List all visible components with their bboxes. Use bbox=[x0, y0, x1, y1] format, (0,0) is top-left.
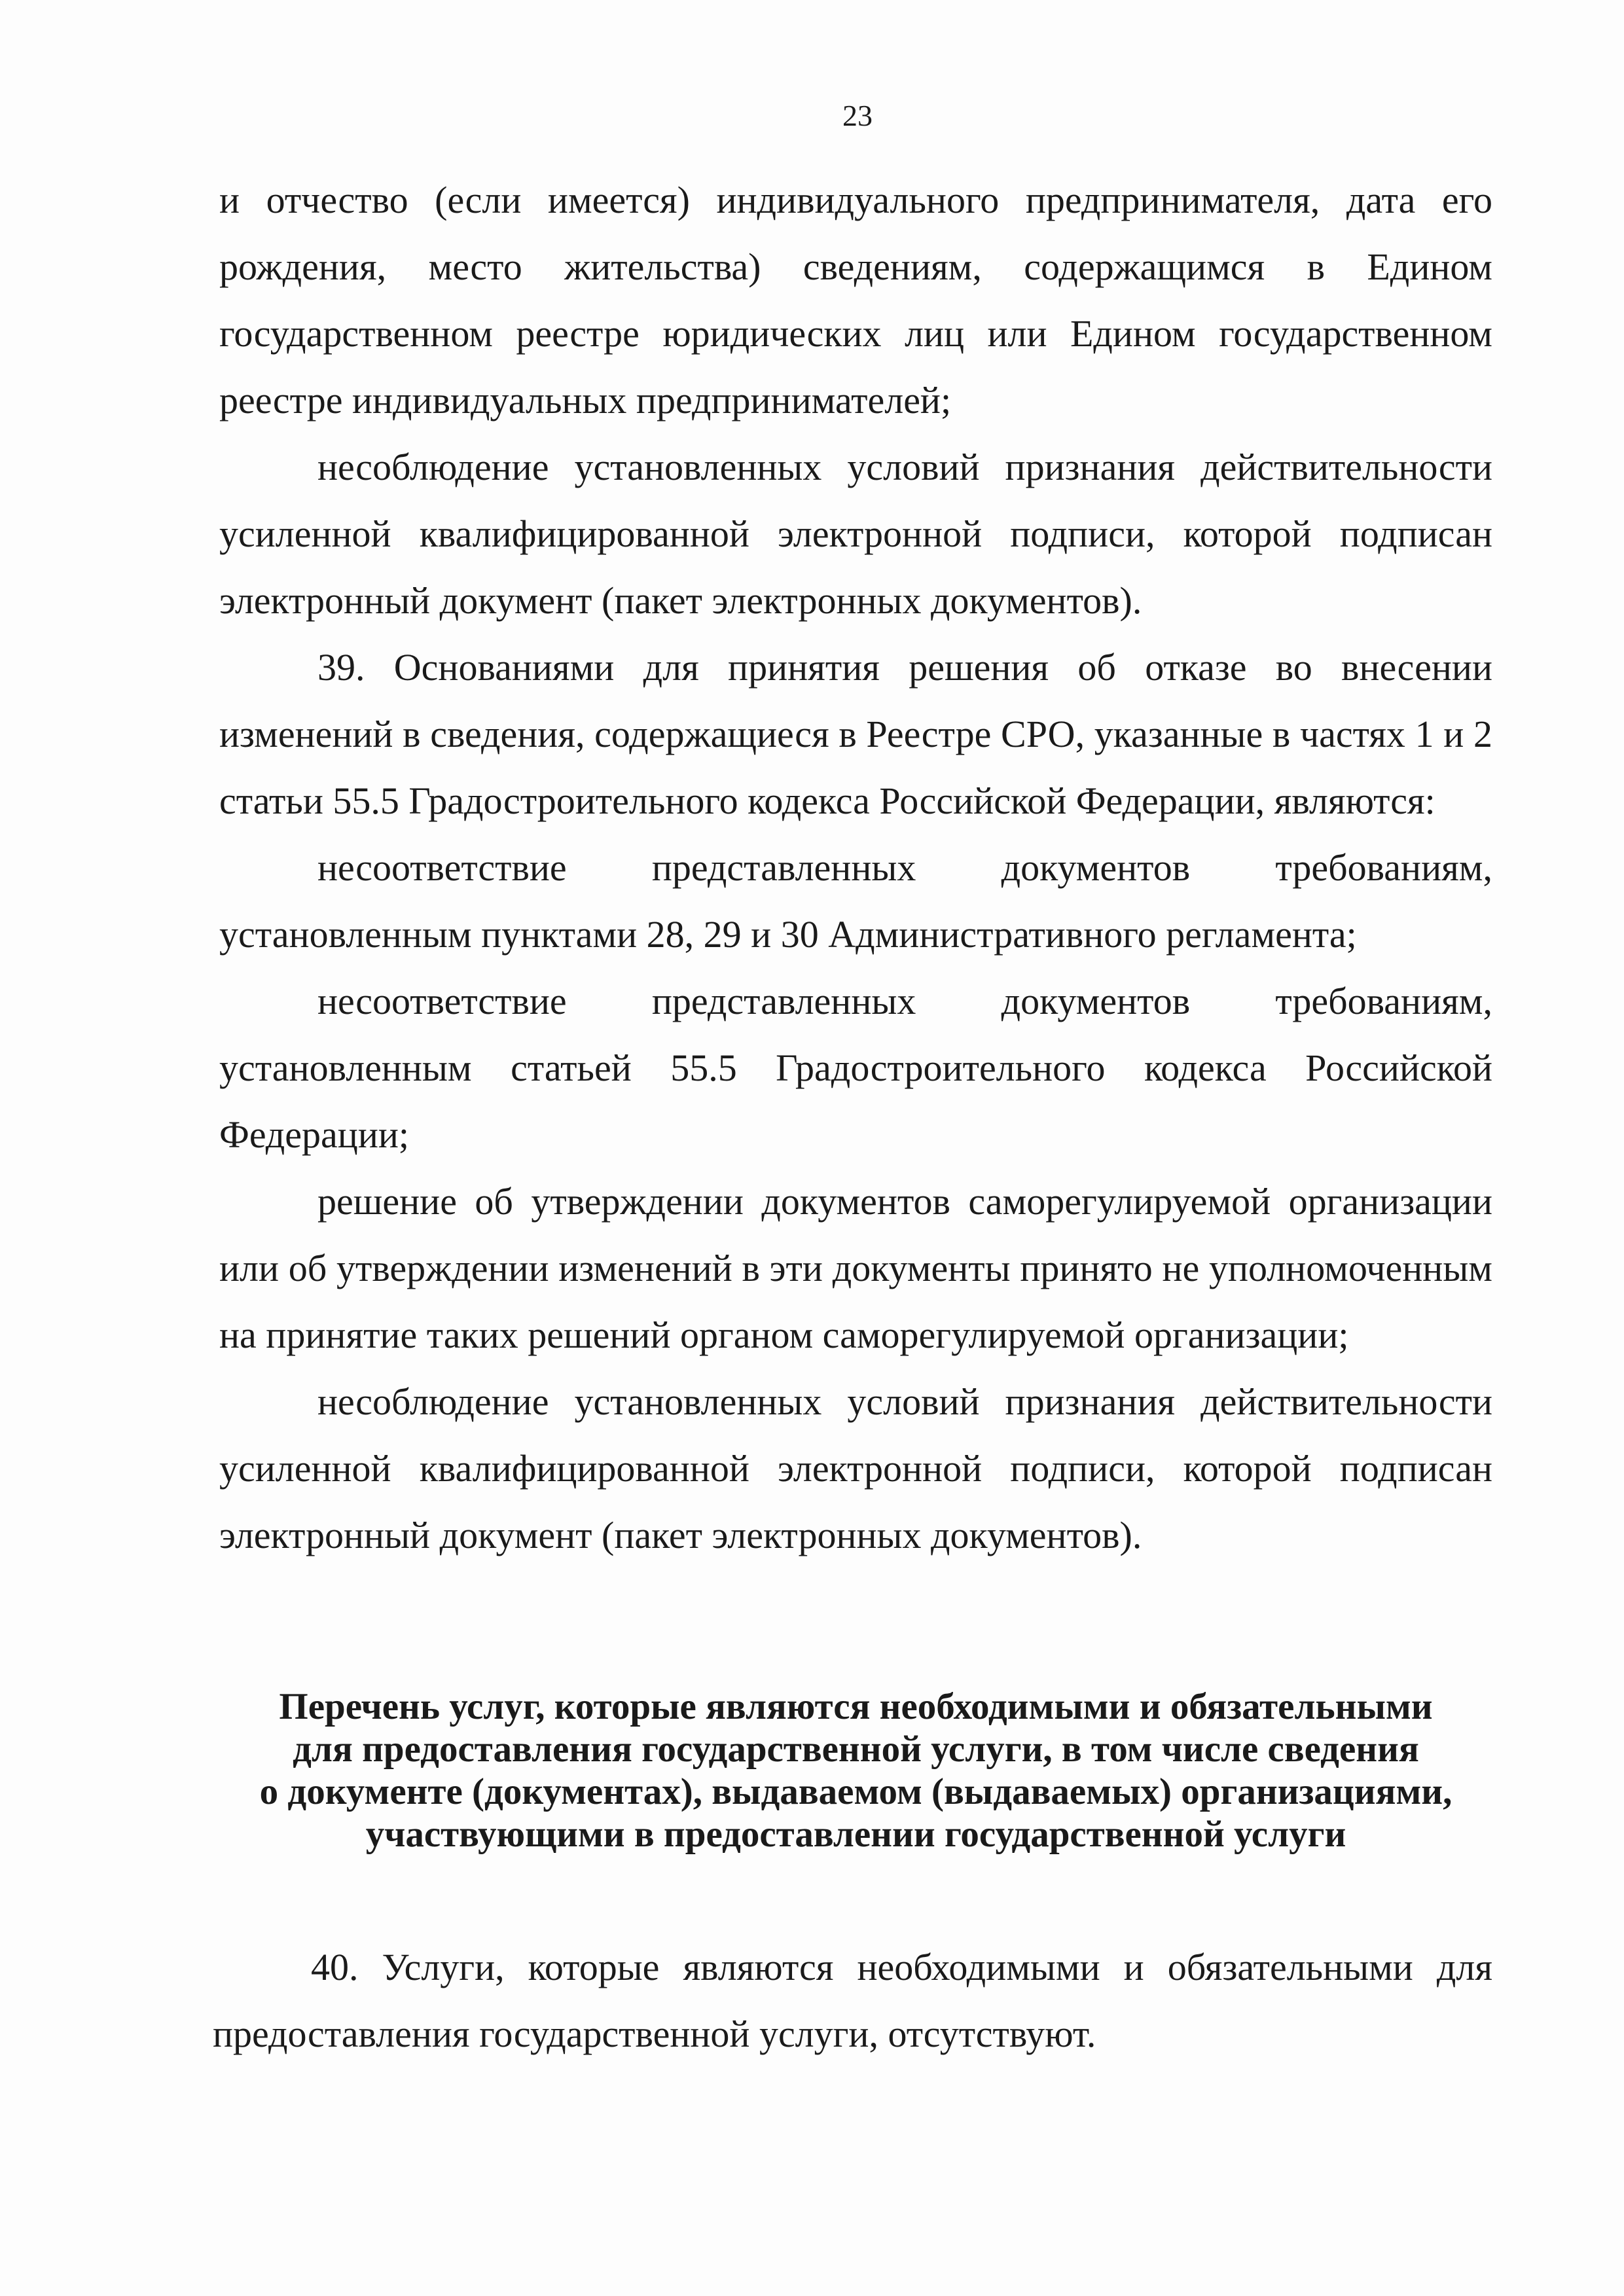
heading-line: для предоставления государственной услуги, в том числе сведения bbox=[293, 1729, 1419, 1770]
paragraph: несоответствие представленных документов требованиям, установленным пунктами 28, 29 и 30 Административного регламента; bbox=[219, 846, 1492, 956]
heading-line: участвующими в предоставлении государственной услуги bbox=[365, 1814, 1346, 1855]
section-heading bbox=[219, 1685, 1492, 1856]
paragraph: несоблюдение установленных условий признания действительности усиленной квалифицированной электронной подписи, которой подписан электронный документ (пакет электронных документов). bbox=[219, 1380, 1492, 1556]
paragraph: несоблюдение установленных условий признания действительности усиленной квалифицированной электронной подписи, которой подписан электронный документ (пакет электронных документов). bbox=[219, 446, 1492, 622]
heading-line: Перечень услуг, которые являются необходимыми и обязательными bbox=[279, 1686, 1433, 1727]
paragraph: несоответствие представленных документов требованиям, установленным статьей 55.5 Градостроительного кодекса Российской Федерации; bbox=[219, 980, 1492, 1156]
paragraph-clause-39: 39. Основаниями для принятия решения об отказе во внесении изменений в сведения, содержащиеся в Реестре СРО, указанные в частях 1 и 2 статьи 55.5 Градостроительного кодекса Российской Федерации, являются: bbox=[219, 646, 1492, 822]
paragraph-continuation: и отчество (если имеется) индивидуального предпринимателя, дата его рождения, место жительства) сведениям, содержащимся в Едином государственном реестре юридических лиц или Едином государственном реестре индивидуальных предпринимателей; bbox=[219, 179, 1492, 422]
final-text bbox=[213, 1934, 1492, 2068]
body-text bbox=[219, 167, 1492, 1569]
paragraph-clause-40: 40. Услуги, которые являются необходимыми и обязательными для предоставления государственной услуги, отсутствуют. bbox=[213, 1946, 1492, 2055]
heading-line: о документе (документах), выдаваемом (выдаваемых) организациями, bbox=[259, 1771, 1453, 1812]
paragraph: решение об утверждении документов саморегулируемой организации или об утверждении изменений в эти документы принято не уполномоченным на принятие таких решений органом саморегулируемой организации; bbox=[219, 1180, 1492, 1356]
page-number: 23 bbox=[842, 99, 873, 132]
